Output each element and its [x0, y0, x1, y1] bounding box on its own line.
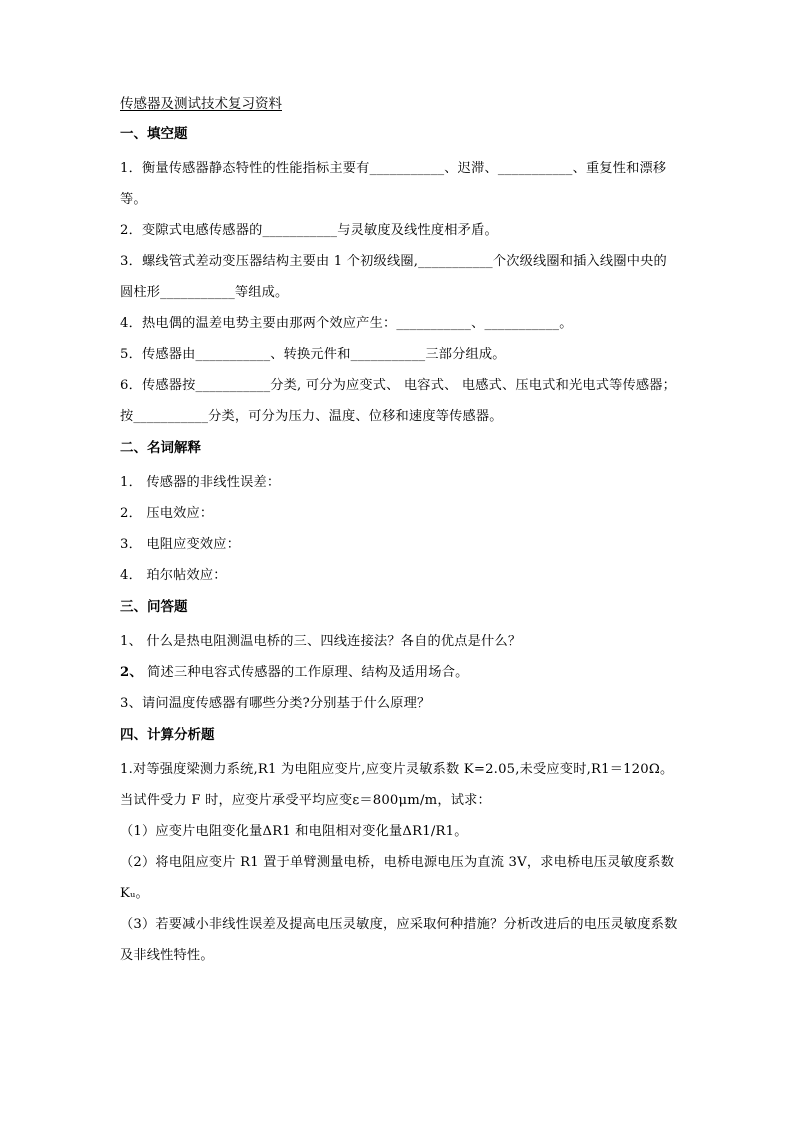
calc-part-1: （1）应变片电阻变化量ΔR1 和电阻相对变化量ΔR1/R1。 [120, 824, 468, 839]
qa-2-number: 2、 [120, 665, 143, 680]
term-3: 3． 电阻应变效应： [120, 537, 241, 552]
calc-part-3: （3）若要减小非线性误差及提高电压灵敏度，应采取何种措施？分析改进后的电压灵敏度系数及非线性特性。 [120, 917, 678, 963]
term-2: 2． 压电效应： [120, 506, 214, 521]
calc-intro: 1.对等强度梁测力系统,R1 为电阻应变片,应变片灵敏系数 K=2.05,未受应变时,R1＝120Ω。当试件受力 F 时，应变片承受平均应变ε＝800μm/m，试求： [120, 762, 674, 808]
qa-1: 1、 什么是热电阻测温电桥的三、四线连接法？各自的优点是什么？ [120, 634, 522, 649]
term-4: 4． 珀尔帖效应： [120, 568, 227, 583]
qa-2 [120, 657, 680, 688]
section-heading-calc: 四、计算分析题 [120, 727, 215, 743]
term-1: 1． 传感器的非线性误差： [120, 475, 281, 490]
question-1-1: 1．衡量传感器静态特性的性能指标主要有___________、迟滞、___________、重复性和漂移等。 [120, 161, 667, 207]
question-1-3: 3．螺线管式差动变压器结构主要由 1 个初级线圈,___________个次级线圈和插入线圈中央的圆柱形___________等组成。 [120, 254, 667, 300]
qa-3: 3、请问温度传感器有哪些分类?分别基于什么原理？ [120, 696, 431, 711]
section-heading-fill-in: 一、填空题 [120, 126, 188, 142]
section-heading-qa: 三、问答题 [120, 599, 188, 615]
question-1-6: 6．传感器按___________分类, 可分为应变式、 电容式、 电感式、压电式和光电式等传感器；按___________分类，可分为压力、温度、位移和速度等传感器。 [120, 378, 677, 424]
document-content [120, 93, 680, 971]
question-1-5: 5．传感器由___________、转换元件和___________三部分组成。 [120, 347, 506, 362]
calc-part-2: （2）将电阻应变片 R1 置于单臂测量电桥，电桥电源电压为直流 3V，求电桥电压灵敏度系数 Kᵤ。 [120, 855, 675, 901]
qa-2-text: 简述三种电容式传感器的工作原理、结构及适用场合。 [147, 665, 469, 680]
question-1-4: 4．热电偶的温差电势主要由那两个效应产生：___________、___________。 [120, 316, 573, 331]
question-1-2: 2．变隙式电感传感器的___________与灵敏度及线性度相矛盾。 [120, 223, 498, 238]
document-title: 传感器及测试技术复习资料 [120, 96, 282, 112]
section-heading-terms: 二、名词解释 [120, 440, 201, 456]
